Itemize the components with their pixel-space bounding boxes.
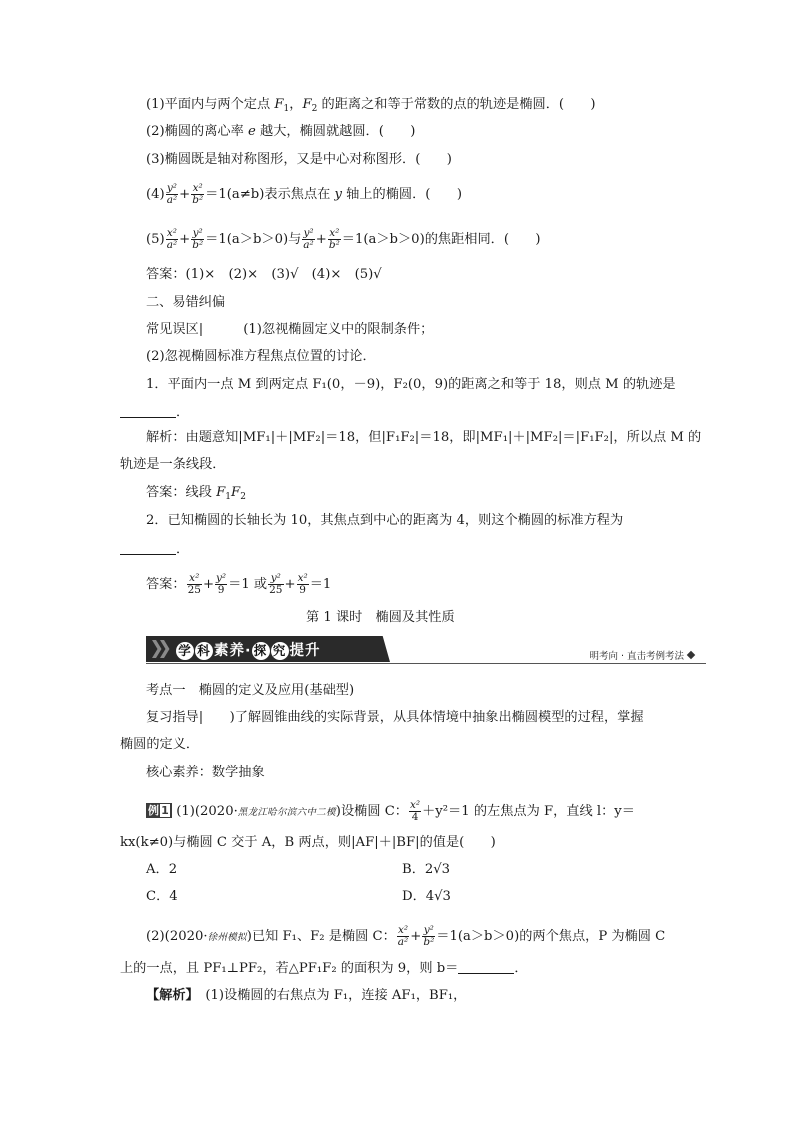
answer-blank <box>120 540 176 555</box>
option-a: A．2 <box>146 862 178 877</box>
problem-2-text: 2．已知椭圆的长轴长为 10，其焦点到中心的距离为 4，则这个椭圆的标准方程为 <box>146 513 624 528</box>
answer-blank <box>120 403 176 418</box>
example-1-line-2: kx(k≠0)与椭圆 C 交于 A，B 两点，则|AF|＋|BF|的值是( ) <box>120 835 496 850</box>
section-heading: 二、易错纠偏 <box>146 295 226 310</box>
question-3: (3)椭圆既是轴对称图形，又是中心对称图形．( ) <box>146 152 452 167</box>
fraction: $\frac{\text{x²}}{\text{a²}}$ <box>166 227 178 251</box>
banner-title: 学 科 素养· 探 究 提升 <box>176 639 321 660</box>
mistakes-item-2: (2)忽视椭圆标准方程焦点位置的讨论． <box>146 349 376 364</box>
question-1: (1)平面内与两个定点 $F_1$，$F_2$ 的距离之和等于常数的点的轨迹是椭圆．( ) <box>146 97 596 114</box>
fraction: $\frac{\text{x²}}{\text{b²}}$ <box>192 182 204 206</box>
diamond-icon <box>687 651 695 659</box>
problem-1-text: 1．平面内一点 M 到两定点 F₁(0，－9)，F₂(0，9)的距离之和等于 18，则点 M 的轨迹是 <box>146 377 676 392</box>
problem-1-solution-2: 轨迹是一条线段． <box>120 457 226 472</box>
option-c: C．4 <box>146 889 178 904</box>
section-banner <box>146 636 706 666</box>
topic-heading: 考点一 椭圆的定义及应用(基础型) <box>146 683 355 698</box>
example-1-line-1: 例 1 (1)(2020·黑龙江哈尔滨六中二模)设椭圆 C： $\frac{\text{x²}}{4}$ ＋y²＝1 的左焦点为 F，直线 l：y＝ <box>148 799 635 823</box>
example-1-part-2: (2)(2020·徐州模拟)已知 F₁、F₂ 是椭圆 C： $\frac{\text{x²}}{\text{a²}}$ + $\frac{\text{y²}}{\text{b²}}$ ＝1(a＞b＞0)的两个焦点，P 为椭圆 C <box>146 924 666 948</box>
problem-1-solution: 解析：由题意知|MF₁|＋|MF₂|＝18，但|F₁F₂|＝18，即|MF₁|＋|MF₂|＝|F₁F₂|，所以点 M 的 <box>146 430 702 445</box>
option-d: D．4√3 <box>402 889 451 904</box>
fraction: $\frac{\text{x²}}{25}$ <box>187 572 201 596</box>
fraction: $\frac{\text{x²}}{9}$ <box>297 572 308 596</box>
fraction: $\frac{\text{y²}}{\text{b²}}$ <box>192 227 204 251</box>
answer-1: 答案：(1)× (2)× (3)√ (4)× (5)√ <box>146 267 382 282</box>
fraction: $\frac{\text{y²}}{\text{a²}}$ <box>303 227 314 251</box>
fraction: $\frac{\text{x²}}{\text{a²}}$ <box>397 924 409 948</box>
example-1-part-2-line-2: 上的一点，且 PF₁⊥PF₂，若△PF₁F₂ 的面积为 9，则 b＝ ． <box>120 961 528 976</box>
question-2: (2)椭圆的离心率 e 越大，椭圆就越圆．( ) <box>146 124 416 139</box>
fraction: $\frac{\text{x²}}{4}$ <box>409 799 421 823</box>
option-b: B．2√3 <box>402 862 451 877</box>
solution-line: 【解析】 (1)设椭圆的右焦点为 F₁，连接 AF₁，BF₁， <box>146 988 467 1003</box>
problem-1-blank: ． <box>120 403 189 422</box>
review-guide-2: 椭圆的定义． <box>120 737 200 752</box>
fraction: $\frac{\text{y²}}{25}$ <box>269 572 283 596</box>
lesson-title: 第 1 课时 椭圆及其性质 <box>306 610 455 625</box>
problem-2-blank: ． <box>120 540 189 559</box>
core-literacy: 核心素养：数学抽象 <box>146 765 265 780</box>
banner-rule <box>146 663 706 664</box>
question-4: (4) $\frac{\text{y²}}{\text{a²}}$ + $\frac{\text{x²}}{\text{b²}}$ ＝1(a≠b)表示焦点在 y 轴上的椭圆．( ) <box>146 182 462 206</box>
fraction: $\frac{\text{x²}}{\text{b²}}$ <box>328 227 340 251</box>
fraction: $\frac{\text{y²}}{\text{a²}}$ <box>166 182 178 206</box>
fraction: $\frac{\text{y²}}{\text{b²}}$ <box>423 924 435 948</box>
review-guide: 复习指导| )了解圆锥曲线的实际背景，从具体情境中抽象出椭圆模型的过程，掌握 <box>146 710 644 725</box>
example-badge: 例 1 <box>146 803 172 818</box>
fraction: $\frac{\text{y²}}{9}$ <box>216 572 227 596</box>
mistakes-line: 常见误区| (1)忽视椭圆定义中的限制条件； <box>146 322 434 337</box>
problem-1-answer: 答案：线段 $F_1F_2$ <box>146 485 246 502</box>
answer-blank <box>458 959 514 974</box>
question-5: (5) $\frac{\text{x²}}{\text{a²}}$ + $\frac{\text{y²}}{\text{b²}}$ ＝1(a＞b＞0)与 $\frac{\text{y²}}{\text{a²}}$ + $\frac{\text{x²}}{\text{b²}}$ ＝1(a＞b＞0)的焦距相同．( ) <box>146 227 541 251</box>
problem-2-answer: 答案： $\frac{\text{x²}}{25}$ + $\frac{\text{y²}}{9}$ ＝1 或 $\frac{\text{y²}}{25}$ + $\frac{\text{x²}}{9}$ ＝1 <box>146 572 332 596</box>
banner-subtitle: 明考向 · 直击考例考法 <box>589 648 694 662</box>
